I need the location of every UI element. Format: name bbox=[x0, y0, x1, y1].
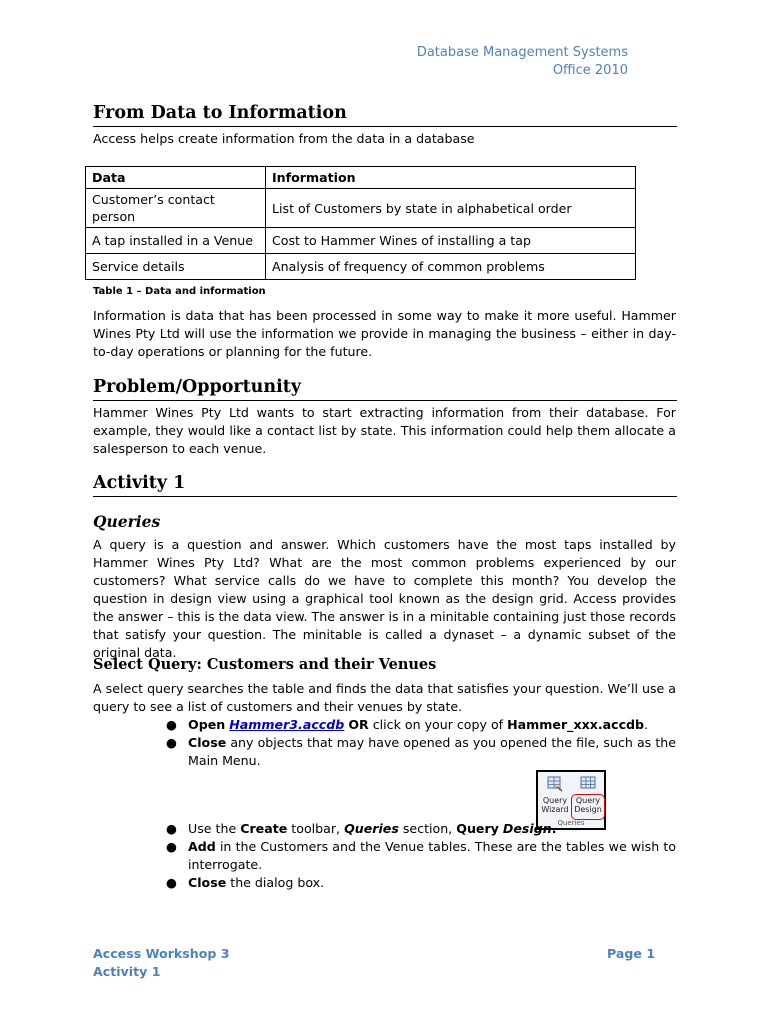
list-item-text bbox=[188, 820, 676, 838]
query-wizard-button bbox=[540, 776, 570, 814]
bullet-icon: ● bbox=[166, 735, 177, 750]
query-design-label: Query Design bbox=[574, 796, 602, 814]
ribbon-group-label: Queries bbox=[557, 819, 585, 827]
query-design-icon bbox=[579, 776, 597, 792]
heading-problem-opportunity: Problem/Opportunity bbox=[93, 376, 677, 401]
query-wizard-icon bbox=[546, 776, 564, 792]
bullet-icon: ● bbox=[166, 717, 177, 732]
plain-text: section, bbox=[402, 821, 453, 836]
bullet-icon: ● bbox=[166, 821, 177, 836]
table-cell: Cost to Hammer Wines of installing a tap bbox=[266, 228, 636, 254]
table-row bbox=[86, 254, 636, 280]
hammer3-file-link[interactable]: Hammer3.accdb bbox=[229, 717, 345, 732]
heading-activity-1: Activity 1 bbox=[93, 472, 677, 497]
table-row bbox=[86, 189, 636, 228]
footer-activity: Activity 1 bbox=[93, 964, 161, 979]
bold-italic-text: Design bbox=[502, 821, 552, 836]
table-caption: Table 1 – Data and information bbox=[93, 286, 266, 297]
header-title: Database Management Systems bbox=[416, 45, 628, 60]
table-header-row bbox=[86, 167, 636, 189]
bold-text: Add bbox=[188, 839, 216, 854]
table-cell: List of Customers by state in alphabetical order bbox=[266, 189, 636, 228]
list-item-text bbox=[188, 734, 676, 770]
heading-queries: Queries bbox=[93, 512, 161, 531]
plain-text: the dialog box. bbox=[230, 875, 325, 890]
bold-text: Query bbox=[456, 821, 499, 836]
table-cell: A tap installed in a Venue bbox=[86, 228, 266, 254]
plain-text: any objects that may have opened as you opened the file, such as the Main Menu. bbox=[188, 735, 676, 768]
table-cell: Analysis of frequency of common problems bbox=[266, 254, 636, 280]
query-wizard-label: Query Wizard bbox=[541, 796, 569, 814]
table-header-cell: Information bbox=[266, 167, 636, 189]
bold-text: Close bbox=[188, 875, 227, 890]
list-item-text bbox=[188, 874, 676, 892]
list-item-text bbox=[188, 716, 676, 734]
bold-text: Create bbox=[240, 821, 288, 836]
bold-italic-text: Queries bbox=[344, 821, 399, 836]
bold-text: Open bbox=[188, 717, 226, 732]
bold-text: Close bbox=[188, 735, 227, 750]
bold-text: Hammer_xxx.accdb bbox=[507, 717, 645, 732]
bold-text: . bbox=[551, 821, 557, 836]
bullet-icon: ● bbox=[166, 875, 177, 890]
bold-text: OR bbox=[348, 717, 369, 732]
bullet-icon: ● bbox=[166, 839, 177, 854]
queries-paragraph: A query is a question and answer. Which customers have the most taps installed by Hammer Wines Pty Ltd? What are the most common problems experienced by our customers? What service calls do we have to complete this month? You develop the question in design view using a graphical tool known as the design grid. Access provides the answer – this is the data view. The answer is in a minitable containing just those records that satisfy your question. The minitable is called a dynaset – a dynamic subset of the original data. bbox=[93, 537, 676, 660]
plain-text: toolbar, bbox=[291, 821, 341, 836]
plain-text: Use the bbox=[188, 821, 237, 836]
select-query-paragraph: A select query searches the table and finds the data that satisfies your question. We’ll use a query to see a list of customers and their venues by state. bbox=[93, 681, 676, 714]
table-cell: Service details bbox=[86, 254, 266, 280]
table-header-cell: Data bbox=[86, 167, 266, 189]
table-cell: Customer’s contact person bbox=[86, 189, 266, 228]
heading-select-query: Select Query: Customers and their Venues bbox=[93, 656, 437, 673]
data-information-table bbox=[85, 166, 636, 280]
highlight-circle bbox=[571, 794, 605, 820]
problem-paragraph: Hammer Wines Pty Ltd wants to start extracting information from their database. For example, they would like a contact list by state. This information could help them allocate a salesperson to each venue. bbox=[93, 405, 676, 456]
information-paragraph: Information is data that has been processed in some way to make it more useful. Hammer Wines Pty Ltd will use the information we provide in managing the business – either in day-to-day operations or planning for the future. bbox=[93, 308, 676, 359]
heading-from-data: From Data to Information bbox=[93, 102, 677, 127]
plain-text: click on your copy of bbox=[372, 717, 504, 732]
plain-text: . bbox=[644, 717, 649, 732]
plain-text: in the Customers and the Venue tables. These are the tables we wish to interrogate. bbox=[188, 839, 676, 872]
footer-page-number: Page 1 bbox=[607, 946, 656, 961]
list-item-text bbox=[188, 838, 676, 874]
header-subtitle: Office 2010 bbox=[552, 63, 628, 78]
intro-text: Access helps create information from the data in a database bbox=[93, 131, 475, 146]
footer-workshop: Access Workshop 3 bbox=[93, 946, 230, 961]
table-row bbox=[86, 228, 636, 254]
